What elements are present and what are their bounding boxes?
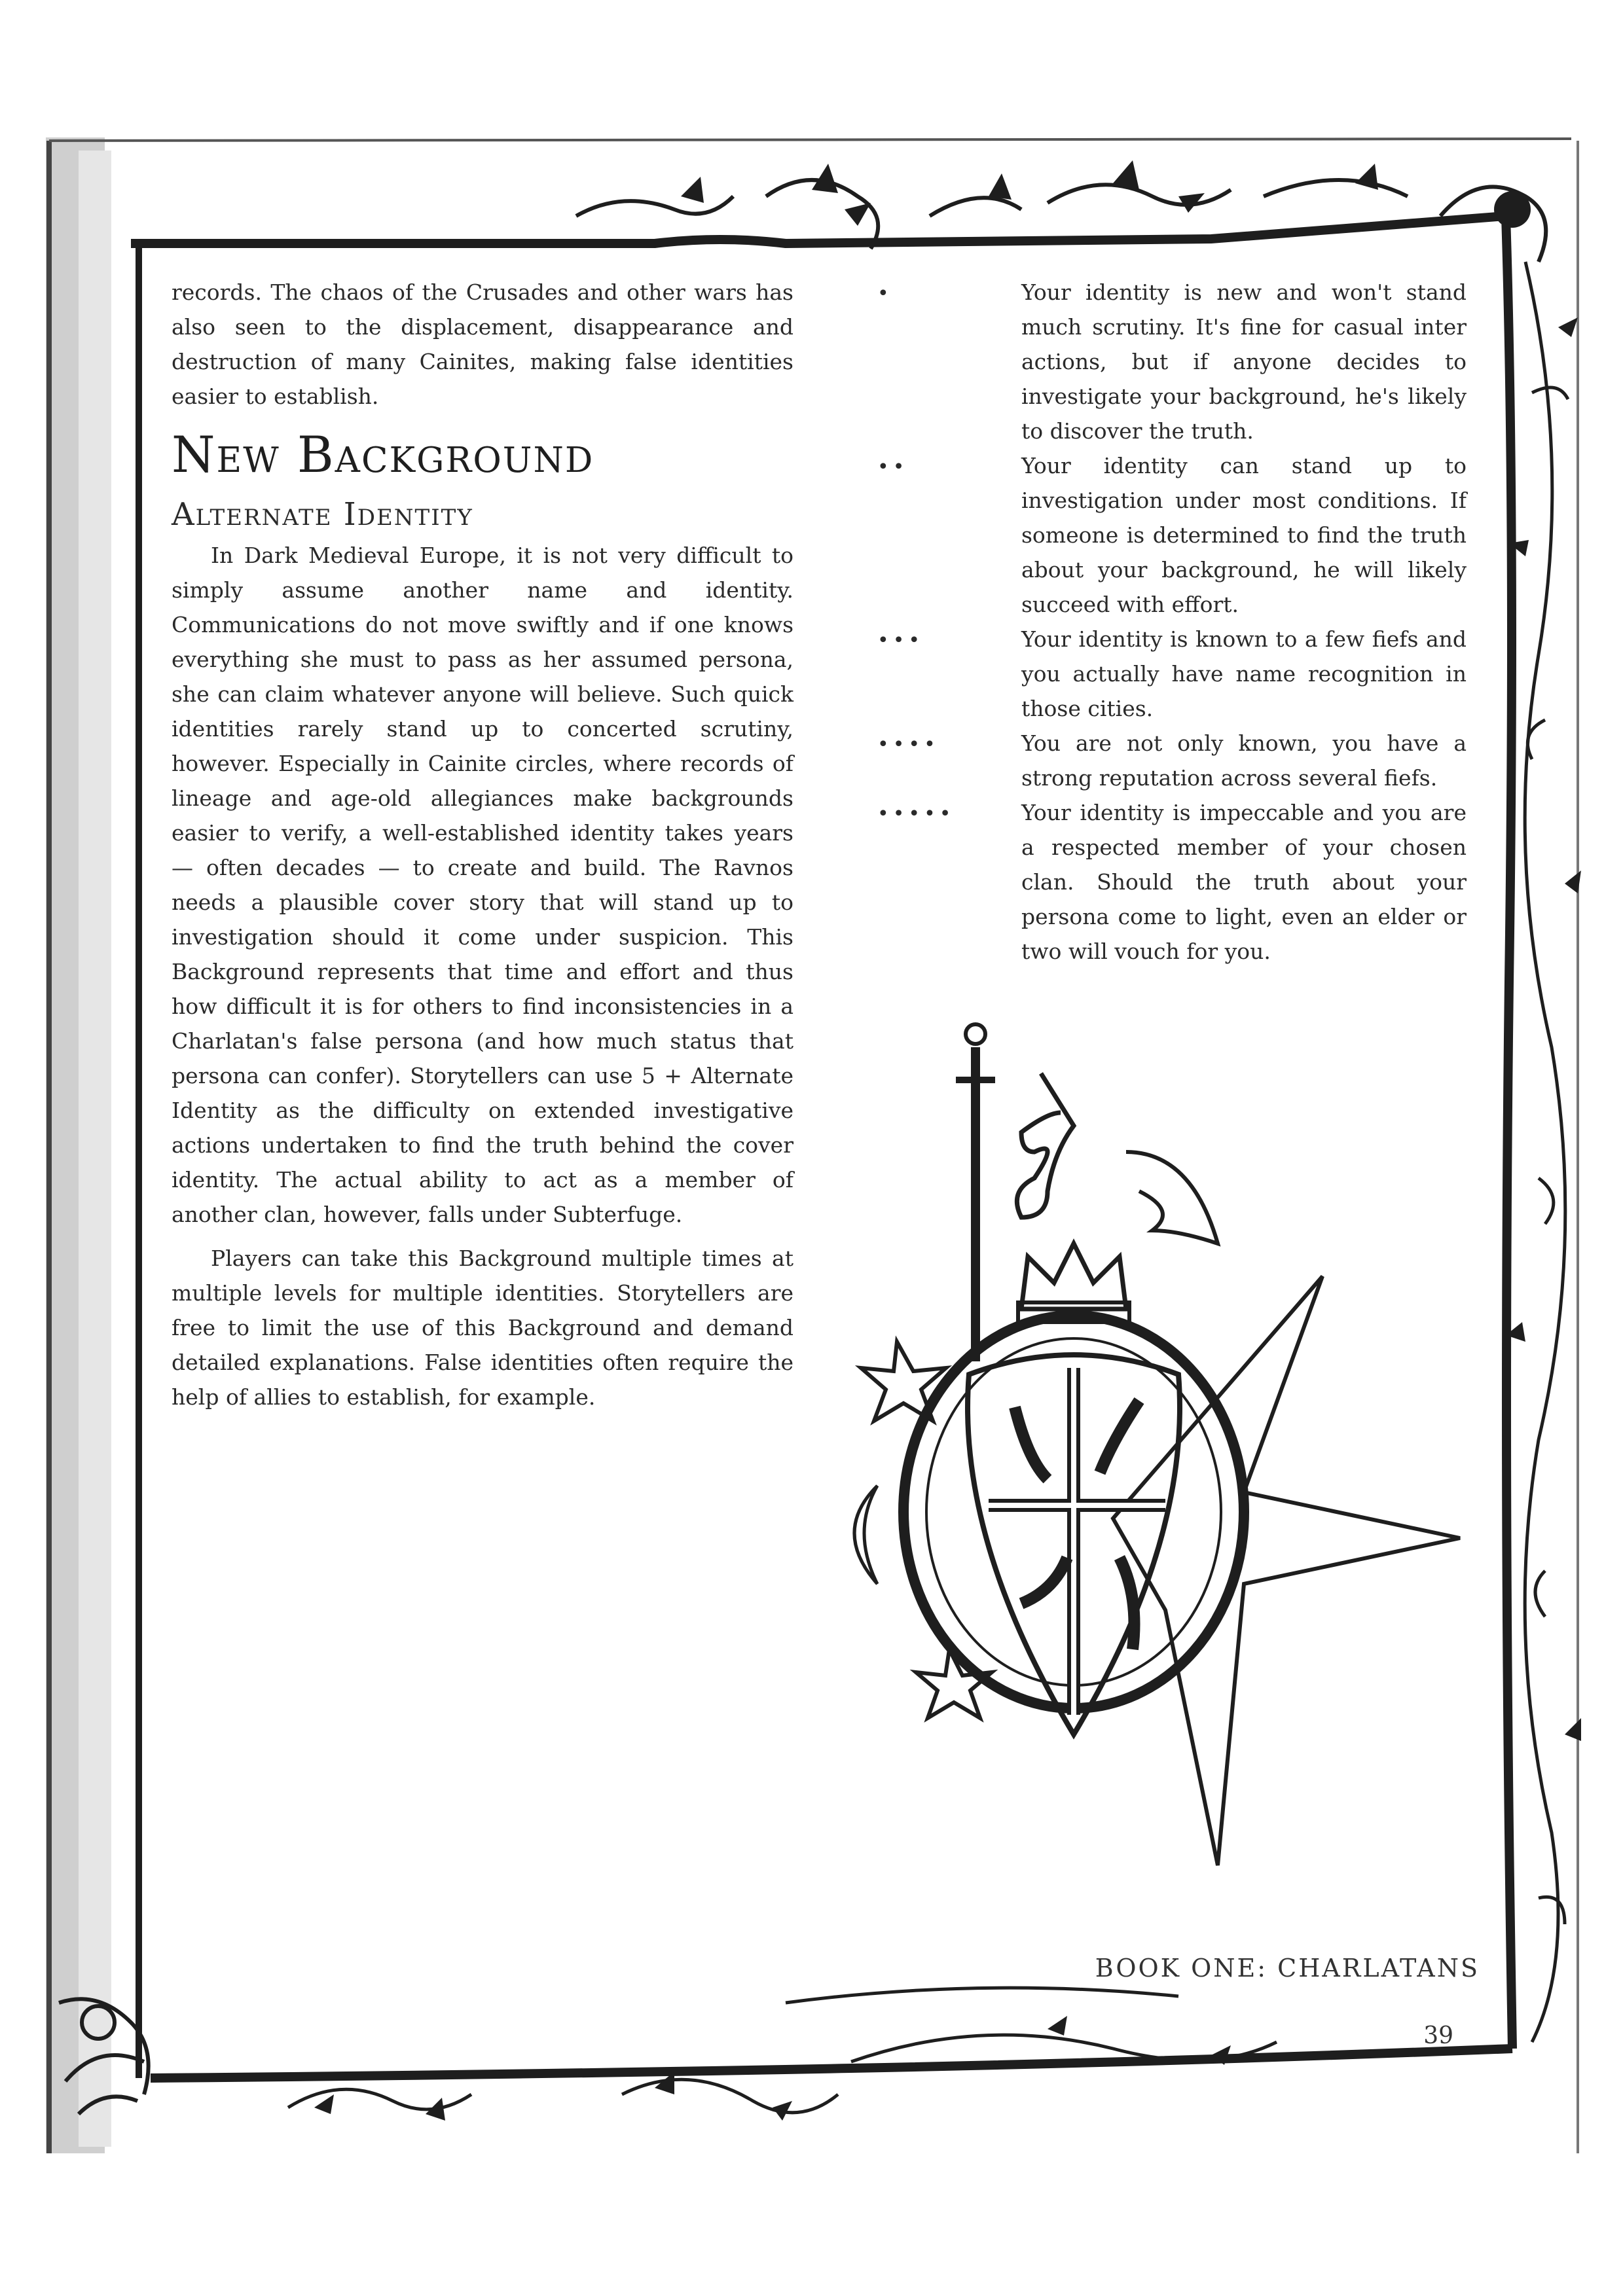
rating-item <box>877 622 1467 726</box>
star-bottom <box>916 1649 992 1718</box>
border-right <box>1506 216 1512 2049</box>
right-vines <box>1525 262 1568 2042</box>
rating-item <box>877 795 1467 969</box>
gutter-shadow-inner <box>79 151 111 2147</box>
wing <box>1126 1152 1218 1244</box>
coat-of-arms-illustration <box>854 1024 1460 1865</box>
section-heading: New Background <box>172 425 594 484</box>
rating-description: Your identity is impeccable and you are a respected member of your chosen clan. Should the truth about your persona come to light, even an elder or two will vouch for you. <box>1021 800 1467 964</box>
left-column <box>172 275 793 1414</box>
border-bottom <box>151 2049 1512 2078</box>
rating-dots: •••• <box>877 733 939 756</box>
rating-dots: •• <box>877 456 909 478</box>
rating-dots: • <box>877 282 893 305</box>
crown <box>1021 1244 1126 1309</box>
rating-description: You are not only known, you have a strong reputation across several fiefs. <box>1021 730 1467 791</box>
rating-description: Your identity is new and won't stand much scrutiny. It's fine for casual inter actions, but if anyone decides to investigate your background, he's likely to discover the truth. <box>1021 279 1467 444</box>
body-paragraph: In Dark Medieval Europe, it is not very difficult to simply assume another name and identity. Communications do not move swiftly and if one knows everything she must to pass as her assumed persona, she can claim whatever anyone will believe. Such quick identities rarely stand up to concerted scrutiny, however. Especially in Cainite circles, where records of lineage and age-old allegiances make backgrounds easier to verify, a well-established identity takes years — often decades — to create and build. The Ravnos needs a plausible cover story that will stand up to investigation should it come under suspicion. This Background represents that time and effort and thus how difficult it is for others to find inconsistencies in a Charlatan's false persona (and how much status that persona can confer). Storytellers can use 5 + Alternate Identity as the difficulty on extended investigative actions undertaken to find the truth behind the cover identity. The actual ability to act as a member of another clan, however, falls under Subterfuge. <box>172 543 793 1227</box>
rating-item <box>877 448 1467 622</box>
compass-star <box>1113 1276 1460 1865</box>
rating-dots: ••• <box>877 629 924 652</box>
subsection-heading: Alternate Identity <box>172 496 473 533</box>
intro-paragraph: records. The chaos of the Crusades and other wars has also seen to the displacement, disappearance and destruction of many Cainites, making false identities easier to establish. <box>172 279 793 409</box>
bottom-vines <box>288 1988 1277 2113</box>
rating-item <box>877 275 1467 448</box>
rating-item <box>877 726 1467 795</box>
rating-list <box>877 275 1467 969</box>
rating-description: Your identity can stand up to investigation under most conditions. If someone is determined to find the truth about your background, he will likely succeed with effort. <box>1021 453 1467 617</box>
page-number: 39 <box>1423 2022 1453 2049</box>
top-book-edge <box>49 139 1571 141</box>
border-top <box>131 216 1506 243</box>
right-leaves <box>1506 317 1581 1741</box>
crescent-moon <box>854 1486 877 1584</box>
running-footer-title: BOOK ONE: CHARLATANS <box>1095 1954 1480 1982</box>
rating-description: Your identity is known to a few fiefs and you actually have name recognition in those cities. <box>1021 626 1467 721</box>
rating-dots: ••••• <box>877 802 955 825</box>
unicorn <box>1017 1073 1074 1217</box>
body-paragraph: Players can take this Background multiple times at multiple levels for multiple identities. Storytellers are free to limit the use of this Background and demand detailed explanations. False identities often require the help of allies to establish, for example. <box>172 1246 793 1410</box>
